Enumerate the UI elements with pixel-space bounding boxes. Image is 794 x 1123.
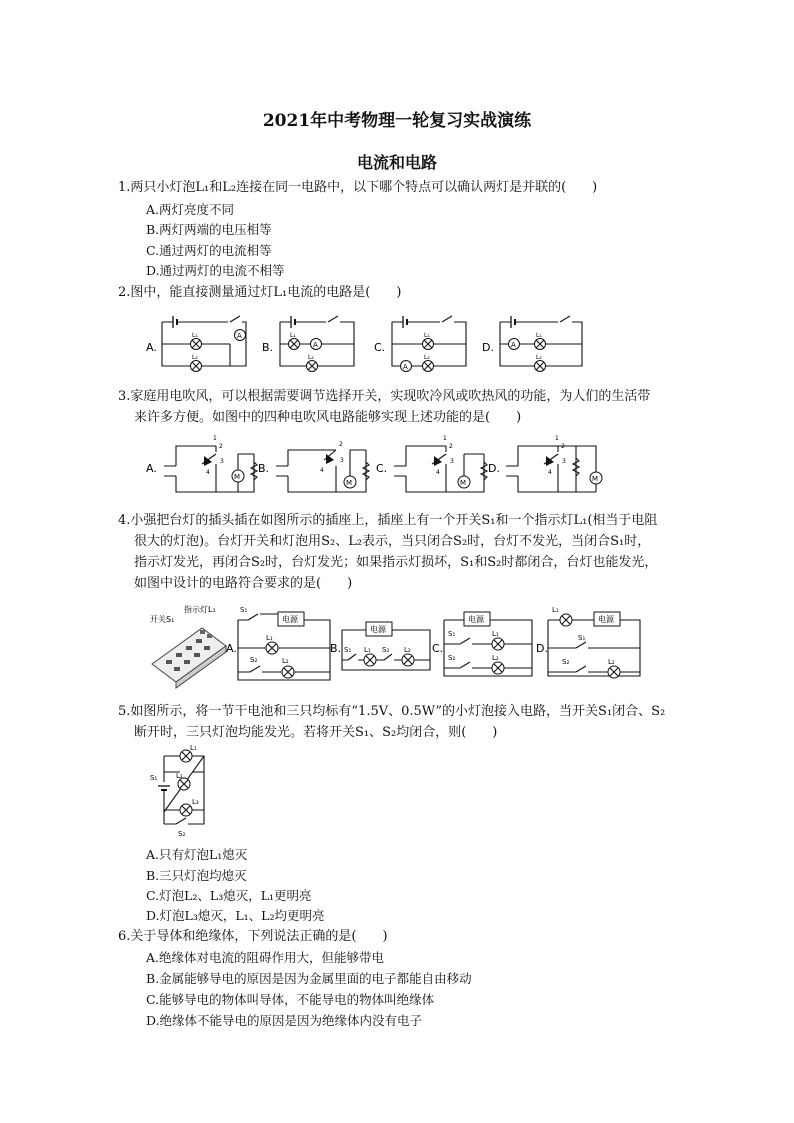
question-1-option-c: C.通过两灯的电流相等 (146, 243, 272, 258)
question-4-stem-line-4: 如图中设计的电路符合要求的是( ) (134, 576, 353, 591)
question-4-figures (144, 600, 664, 690)
q4-a-power: 电源 (282, 615, 298, 624)
q3-d-n1: 1 (555, 435, 559, 442)
document-subtitle: 电流和电路 (356, 153, 437, 172)
question-6-option-d: D.绝缘体不能导电的原因是因为绝缘体内没有电子 (146, 1013, 423, 1028)
q4-c-s2: S₂ (448, 654, 456, 662)
q2-circuit-b (262, 316, 354, 372)
q2-d-l1: L₁ (536, 332, 542, 339)
q4-photo-switch-label: 开关S₁ (150, 615, 175, 624)
q3-b-n2: 2 (339, 441, 343, 448)
q2-b-l2: L₂ (308, 354, 314, 361)
q3-label-c: C. (376, 462, 388, 475)
q2-c-l2: L₂ (424, 354, 430, 361)
q2-a-l1: L₁ (192, 332, 198, 339)
question-3-stem-line-2: 来许多方便。如图中的四种电吹风电路能够实现上述功能的是( ) (134, 410, 522, 425)
q3-circuit-c (376, 435, 487, 492)
question-2-stem: 2.图中，能直接测量通过灯L₁电流的电路是( ) (118, 285, 402, 300)
q3-d-n3: 3 (562, 458, 566, 465)
question-5-option-a: A.只有灯泡L₁熄灭 (146, 847, 248, 862)
q2-d-l2: L₂ (536, 354, 542, 361)
q4-a-l1: L₁ (266, 634, 273, 642)
q5-l1: L₁ (190, 744, 197, 752)
q3-b-n4: 4 (320, 467, 324, 474)
q2-b-ammeter: A (313, 341, 318, 349)
q3-label-d: D. (488, 462, 500, 475)
q3-c-motor: M (460, 479, 467, 487)
q4-d-l2: L₂ (608, 658, 615, 666)
q2-label-c: C. (374, 341, 386, 354)
question-5-option-d: D.灯泡L₃熄灭，L₁、L₂均更明亮 (146, 908, 325, 923)
question-4-stem-line-2: 很大的灯泡)。台灯开关和灯泡用S₂、L₂表示，当只闭合S₂时，台灯不发光，当闭合S₁时， (134, 534, 651, 549)
q4-c-power: 电源 (468, 615, 484, 624)
q4-c-l2: L₂ (492, 654, 499, 662)
question-6-option-c: C.能够导电的物体叫导体，不能导电的物体叫绝缘体 (146, 992, 435, 1007)
q3-a-n1: 1 (213, 435, 217, 442)
q3-b-n3: 3 (340, 457, 344, 464)
q3-circuit-b (258, 441, 369, 492)
q3-a-n2: 2 (219, 443, 223, 450)
q4-photo-lamp-label: 指示灯L₁ (184, 605, 216, 614)
q4-b-s2: S₂ (382, 646, 390, 654)
question-6-option-a: A.绝缘体对电流的阻碍作用大，但能够带电 (146, 950, 385, 965)
question-5-option-c: C.灯泡L₂、L₃熄灭，L₁更明亮 (146, 888, 312, 903)
q4-circuit-d (536, 606, 640, 678)
q2-circuit-d (482, 316, 582, 372)
q4-circuit-c (432, 612, 532, 676)
q4-circuit-a (226, 606, 330, 680)
q3-d-n2: 2 (561, 443, 565, 450)
q3-label-a: A. (146, 462, 157, 475)
q2-circuit-a (146, 316, 246, 372)
q4-b-l2: L₂ (404, 646, 411, 654)
q4-b-l1: L₁ (364, 646, 371, 654)
q4-circuit-b (330, 622, 430, 670)
q2-label-a: A. (146, 341, 157, 354)
q3-circuit-d (488, 435, 602, 492)
q4-label-c: C. (432, 642, 444, 655)
q2-a-ammeter: A (237, 332, 242, 340)
question-4-stem-line-1: 4.小强把台灯的插头插在如图所示的插座上，插座上有一个开关S₁和一个指示灯L₁(相当于电阻 (118, 513, 658, 528)
q2-a-l2: L₂ (192, 354, 198, 361)
q5-l3: L₃ (192, 798, 199, 806)
question-5-circuit-diagram (146, 742, 226, 842)
question-5-option-b: B.三只灯泡均熄灭 (146, 868, 247, 883)
q3-label-b: B. (258, 462, 270, 475)
q2-c-ammeter: A (403, 363, 408, 371)
q4-d-s1: S₁ (578, 634, 586, 642)
q3-d-n4: 4 (548, 469, 552, 476)
q3-c-n1: 1 (443, 435, 447, 442)
q4-label-a: A. (226, 642, 237, 655)
question-4-stem-line-3: 指示灯发光，再闭合S₂时，台灯发光；如果指示灯损坏，S₁和S₂时都闭合，台灯也能发光， (134, 555, 658, 570)
q3-c-n2: 2 (449, 443, 453, 450)
q5-s1: S₁ (150, 774, 158, 782)
q3-c-n3: 3 (450, 458, 454, 465)
question-5-stem-line-1: 5.如图所示，将一节干电池和三只均标有“1.5V、0.5W”的小灯泡接入电路，当开关S₁闭合、S₂ (118, 704, 666, 719)
q4-d-l1: L₁ (552, 606, 559, 614)
q3-b-motor: M (346, 479, 353, 487)
question-6-option-b: B.金属能够导电的原因是因为金属里面的电子都能自由移动 (146, 971, 472, 986)
q2-d-ammeter: A (511, 341, 516, 349)
q2-label-d: D. (482, 341, 494, 354)
document-title: 2021年中考物理一轮复习实战演练 (262, 111, 532, 131)
question-3-stem-line-1: 3.家庭用电吹风，可以根据需要调节选择开关，实现吹冷风或吹热风的功能，为人们的生活带 (118, 389, 651, 404)
q4-power-strip-photo (150, 604, 226, 688)
q2-c-l1: L₁ (424, 332, 430, 339)
q3-circuit-a (146, 435, 257, 492)
q2-b-l1: L₁ (290, 332, 296, 339)
question-1-option-b: B.两灯两端的电压相等 (146, 222, 272, 237)
q4-b-s1: S₁ (344, 646, 352, 654)
q4-a-s1: S₁ (240, 606, 248, 614)
q4-b-power: 电源 (370, 625, 386, 634)
q5-s2: S₂ (178, 830, 186, 838)
q4-d-power: 电源 (598, 615, 614, 624)
q3-d-motor: M (592, 475, 599, 483)
question-1-stem: 1.两只小灯泡L₁和L₂连接在同一电路中，以下哪个特点可以确认两灯是并联的( ) (118, 180, 598, 195)
q3-a-motor: M (234, 473, 241, 481)
q3-a-n4: 4 (206, 469, 210, 476)
question-1-option-a: A.两灯亮度不同 (146, 202, 235, 217)
question-5-stem-line-2: 断开时，三只灯泡均能发光。若将开关S₁、S₂均闭合，则( ) (134, 725, 498, 740)
question-6-stem: 6.关于导体和绝缘体，下列说法正确的是( ) (118, 929, 388, 944)
q4-c-s1: S₁ (448, 630, 456, 638)
question-2-circuit-diagrams (140, 310, 600, 378)
question-1-option-d: D.通过两灯的电流不相等 (146, 263, 285, 278)
q3-a-n3: 3 (220, 458, 224, 465)
q4-label-b: B. (330, 642, 342, 655)
q5-l2: L₂ (176, 772, 183, 780)
q3-c-n4: 4 (436, 469, 440, 476)
q4-label-d: D. (536, 642, 548, 655)
q2-circuit-c (374, 316, 466, 372)
q2-label-b: B. (262, 341, 274, 354)
question-3-circuit-diagrams (142, 432, 612, 502)
q4-d-s2: S₂ (562, 658, 570, 666)
q4-c-l1: L₁ (492, 630, 499, 638)
q4-a-l2: L₂ (282, 657, 289, 665)
q4-a-s2: S₂ (250, 656, 258, 664)
